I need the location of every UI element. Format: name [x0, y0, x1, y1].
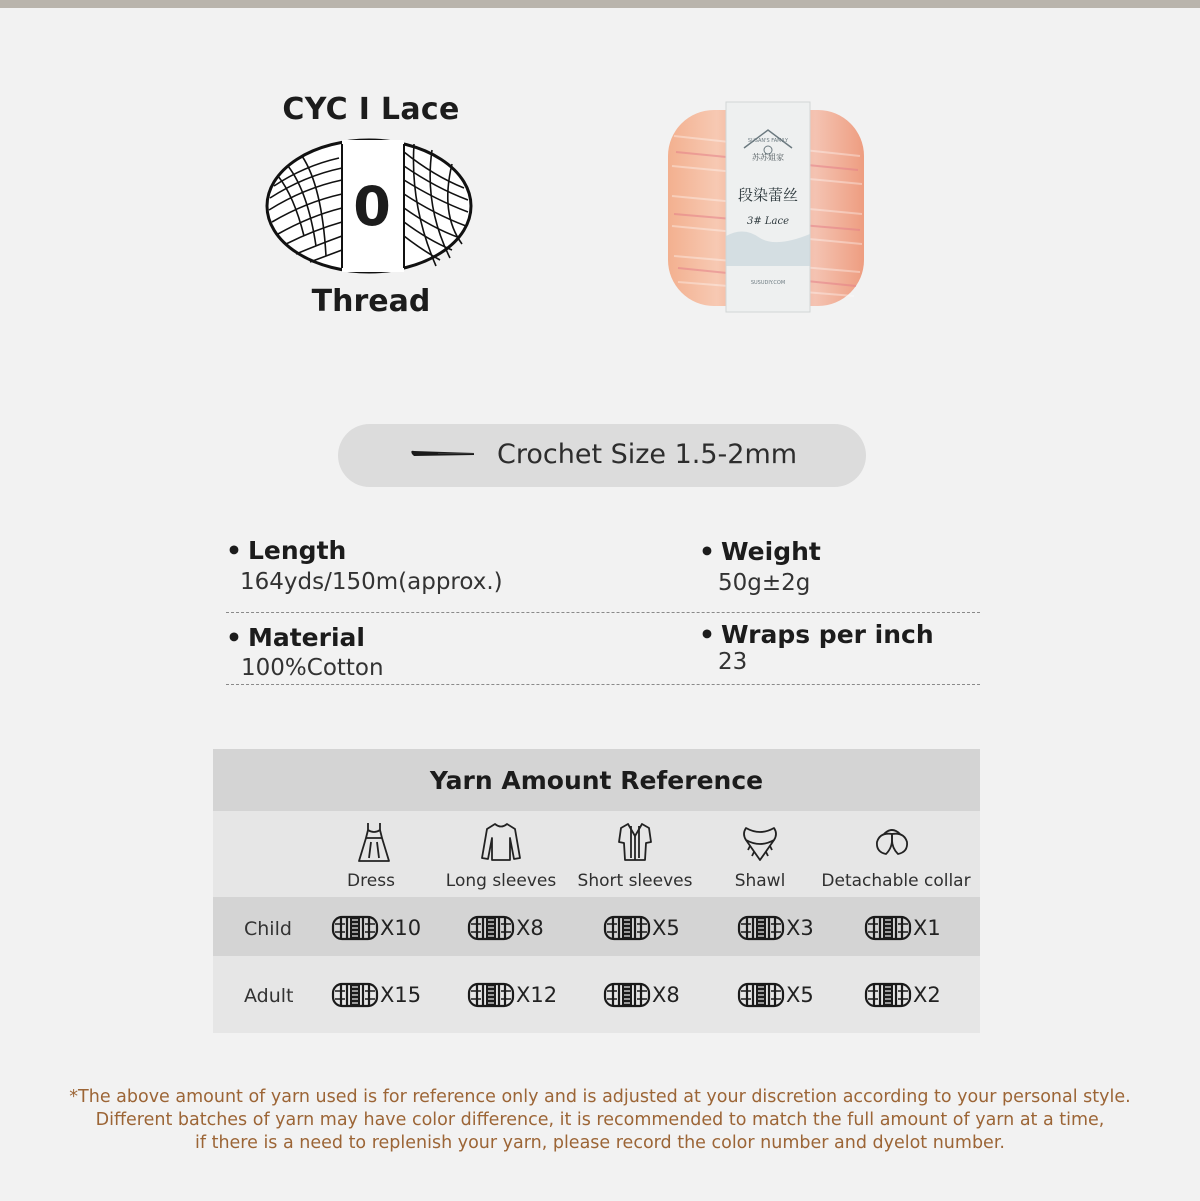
col-label-dress: Dress	[347, 871, 395, 891]
photo-brand-cn: 苏苏姐家	[752, 153, 784, 162]
short-sleeves-icon	[615, 820, 655, 864]
yarn-product-image	[664, 96, 868, 318]
spec-weight-label: • Weight	[699, 537, 821, 566]
row-label-adult: Adult	[244, 985, 294, 1007]
skein-icon	[331, 914, 379, 942]
table-cell: X10	[331, 914, 421, 942]
table-cell: X12	[467, 981, 557, 1009]
photo-brand-en: SUSAN'S FAMILY	[747, 138, 789, 144]
spec-wraps-value: 23	[718, 649, 748, 675]
collar-icon	[872, 824, 912, 868]
note-line: Different batches of yarn may have color difference, it is recommended to match the full amount of yarn at a time,	[95, 1110, 1105, 1130]
spec-weight-value: 50g±2g	[718, 570, 811, 596]
photo-name-en: 3# Lace	[746, 216, 790, 227]
spec-material-value: 100%Cotton	[241, 655, 384, 681]
col-label-long-sleeves: Long sleeves	[445, 871, 557, 891]
table-cell: X2	[864, 981, 941, 1009]
skein-icon	[603, 981, 651, 1009]
skein-icon	[467, 981, 515, 1009]
col-label-short-sleeves: Short sleeves	[577, 871, 693, 891]
cyc-category-label: Thread	[311, 284, 431, 319]
cyc-system-label: CYC I Lace	[282, 92, 460, 127]
col-label-shawl: Shawl	[734, 871, 786, 891]
spec-divider	[226, 684, 980, 685]
skein-icon	[603, 914, 651, 942]
photo-site: SUSUDIY.COM	[750, 280, 786, 286]
skein-icon	[864, 914, 912, 942]
spec-length-value: 164yds/150m(approx.)	[240, 569, 503, 595]
table-cell: X5	[737, 981, 814, 1009]
shawl-icon	[740, 822, 780, 866]
spec-length-label: • Length	[226, 536, 347, 565]
table-title: Yarn Amount Reference	[429, 766, 764, 795]
dress-icon	[354, 820, 394, 864]
spec-divider	[226, 612, 980, 613]
table-cell: X1	[864, 914, 941, 942]
disclaimer-note	[60, 1086, 1140, 1155]
crochet-size-label: Crochet Size 1.5-2mm	[497, 439, 798, 470]
table-cell: X8	[603, 981, 680, 1009]
crochet-hook-icon	[408, 446, 478, 462]
spec-wraps-label: • Wraps per inch	[699, 620, 934, 649]
photo-name-cn: 段染蕾丝	[737, 186, 799, 204]
table-cell: X3	[737, 914, 814, 942]
spec-material-label: • Material	[226, 623, 365, 652]
skein-icon	[737, 981, 785, 1009]
row-label-child: Child	[244, 918, 292, 940]
skein-icon	[467, 914, 515, 942]
note-line: if there is a need to replenish your yarn, please record the color number and dyelot number.	[195, 1133, 1005, 1153]
long-sleeves-icon	[481, 820, 521, 864]
table-cell: X15	[331, 981, 421, 1009]
skein-icon	[737, 914, 785, 942]
cyc-weight-number: 0	[353, 175, 391, 238]
skein-icon	[864, 981, 912, 1009]
col-label-detachable-collar: Detachable collar	[821, 871, 971, 891]
table-cell: X5	[603, 914, 680, 942]
skein-icon	[331, 981, 379, 1009]
note-line: *The above amount of yarn used is for reference only and is adjusted at your discretion according to your personal style.	[69, 1087, 1131, 1107]
table-cell: X8	[467, 914, 544, 942]
top-border	[0, 0, 1200, 8]
